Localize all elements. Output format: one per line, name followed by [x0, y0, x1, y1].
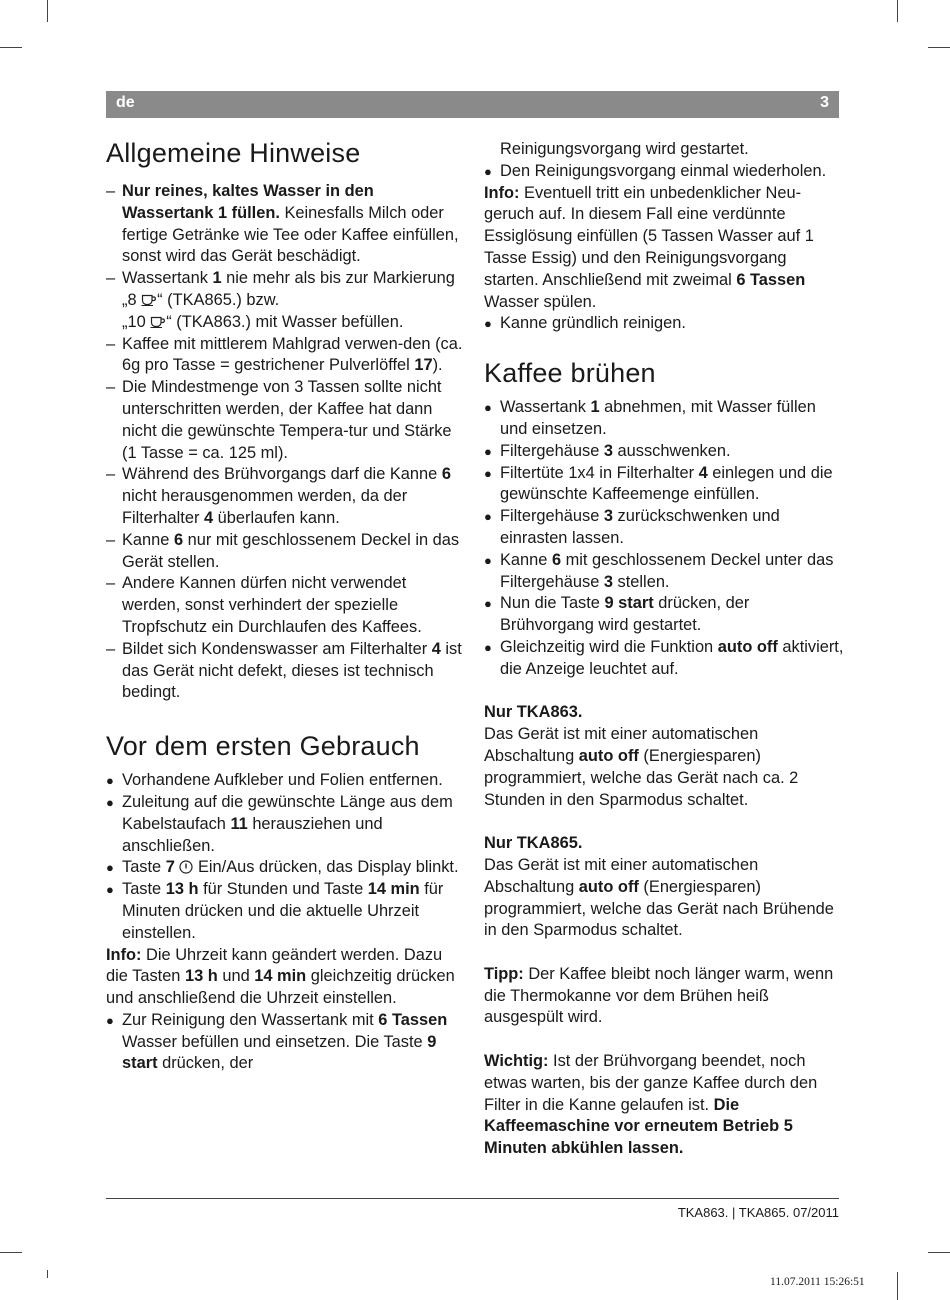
power-icon [179, 859, 193, 873]
list-item: – Nur reines, kaltes Wasser in den Wassertank 1 füllen. Keinesfalls Milch oder fertige Getränke wie Tee oder Kaffee einfüllen, sonst wird das Gerät beschädigt. [106, 182, 459, 266]
list-item: ● Vorhandene Aufkleber und Folien entfernen. [106, 771, 443, 790]
cup-icon [150, 313, 166, 325]
list-item: ● Wassertank 1 abnehmen, mit Wasser füllen und einsetzen. [484, 398, 816, 438]
heading-general-notes: Allgemeine Hinweise [106, 138, 361, 168]
list-item: ● Zuleitung auf die gewünschte Länge aus dem Kabelstaufach 11 herausziehen und anschließen. [106, 792, 453, 855]
crop-mark [0, 47, 22, 48]
list-item: – Kaffee mit mittlerem Mahlgrad verwen-den (ca. 6g pro Tasse = gestrichener Pulverlöffel 17). [106, 334, 463, 375]
crop-mark [47, 1270, 48, 1278]
info-note: Info: Die Uhrzeit kann geändert werden. Dazu die Tasten 13 h und 14 min gleichzeitig drücken und anschließend die Uhrzeit einstellen. [106, 945, 455, 1008]
list-item: ● Filtergehäuse 3 ausschwenken. [484, 441, 731, 460]
crop-mark [47, 0, 48, 22]
language-code: de [116, 94, 135, 111]
note-tka863: Nur TKA863. Das Gerät ist mit einer automatischen Abschaltung auto off (Energiesparen) programmiert, welche das Gerät nach ca. 2 Stunden in den Sparmodus schaltet. [484, 703, 799, 809]
list-item: – Die Mindestmenge von 3 Tassen sollte nicht unterschritten werden, der Kaffee hat dann nicht die gewünschte Tempera-tur und Stärke (1 Tasse = ca. 125 ml). [106, 378, 452, 462]
right-column [484, 139, 844, 1160]
important-note: Wichtig: Ist der Brühvorgang beendet, noch etwas warten, bis der ganze Kaffee durch den Filter in die Kanne gelaufen ist. Die Kaffeemaschine vor erneutem Betrieb 5 Minuten abkühlen lassen. [484, 1052, 818, 1158]
list-item: – Kanne 6 nur mit geschlossenem Deckel in das Gerät stellen. [106, 530, 460, 571]
list-item: – Bildet sich Kondenswasser am Filterhalter 4 ist das Gerät nicht defekt, dieses ist technisch bedingt. [106, 639, 462, 702]
list-item: – Andere Kannen dürfen nicht verwendet werden, sonst verhindert der spezielle Tropfschutz ein Durchlaufen des Kaffees. [106, 574, 422, 636]
page-number: 3 [820, 94, 829, 111]
heading-first-use: Vor dem ersten Gebrauch [106, 731, 420, 762]
left-column [106, 137, 466, 1075]
cup-icon [141, 291, 157, 303]
list-item-continued: Reinigungsvorgang wird gestartet. [500, 140, 749, 158]
list-item: ● Taste 7 Ein/Aus drücken, das Display blinkt. [106, 858, 459, 877]
crop-mark [897, 1272, 898, 1300]
list-item: ● Filtertüte 1x4 in Filterhalter 4 einlegen und die gewünschte Kaffeemenge einfüllen. [484, 463, 833, 504]
note-tka865: Nur TKA865. Das Gerät ist mit einer automatischen Abschaltung auto off (Energiesparen) programmiert, welche das Gerät nach Brühende in den Sparmodus schaltet. [484, 834, 834, 940]
footer-divider [106, 1198, 839, 1199]
heading-brew-coffee: Kaffee brühen [484, 358, 656, 389]
list-item: ● Nun die Taste 9 start drücken, der Brühvorgang wird gestartet. [484, 594, 750, 635]
list-item: – Während des Brühvorgangs darf die Kanne 6 nicht herausgenommen werden, da der Filterhalter 4 überlaufen kann. [106, 465, 451, 527]
footer-models-date: TKA863. | TKA865. 07/2011 [677, 1205, 839, 1220]
page-header-bar [106, 91, 839, 118]
list-item: – Wassertank 1 nie mehr als bis zur Markierung „8 “ (TKA865.) bzw. „10 “ (TKA863.) mit Wasser befüllen. [106, 269, 455, 331]
list-item: ● Gleichzeitig wird die Funktion auto off aktiviert, die Anzeige leuchtet auf. [484, 637, 844, 678]
list-item: ● Filtergehäuse 3 zurückschwenken und einrasten lassen. [484, 507, 780, 547]
list-item: ● Den Reinigungsvorgang einmal wiederholen. [484, 161, 827, 180]
print-timestamp: 11.07.2011 15:26:51 [770, 1276, 865, 1288]
crop-mark [928, 1252, 950, 1253]
list-item: ● Zur Reinigung den Wassertank mit 6 Tassen Wasser befüllen und einsetzen. Die Taste 9 start drücken, der [106, 1010, 448, 1073]
list-item: ● Kanne 6 mit geschlossenem Deckel unter das Filtergehäuse 3 stellen. [484, 550, 834, 591]
crop-mark [897, 0, 898, 22]
info-note: Info: Eventuell tritt ein unbedenklicher Neu-geruch auf. In diesem Fall eine verdünnte Essiglösung einfüllen (5 Tassen Wasser auf 1 Tasse Essig) und den Reinigungsvorgang starten. Anschließend mit zweimal 6 Tassen Wasser spülen. [484, 183, 814, 311]
crop-mark [928, 47, 950, 48]
list-item: ● Kanne gründlich reinigen. [484, 314, 686, 333]
crop-mark [0, 1252, 22, 1253]
list-item: ● Taste 13 h für Stunden und Taste 14 min für Minuten drücken und die aktuelle Uhrzeit einstellen. [106, 880, 444, 942]
tip-note: Tipp: Der Kaffee bleibt noch länger warm, wenn die Thermokanne vor dem Brühen heiß ausgespült wird. [484, 964, 834, 1027]
